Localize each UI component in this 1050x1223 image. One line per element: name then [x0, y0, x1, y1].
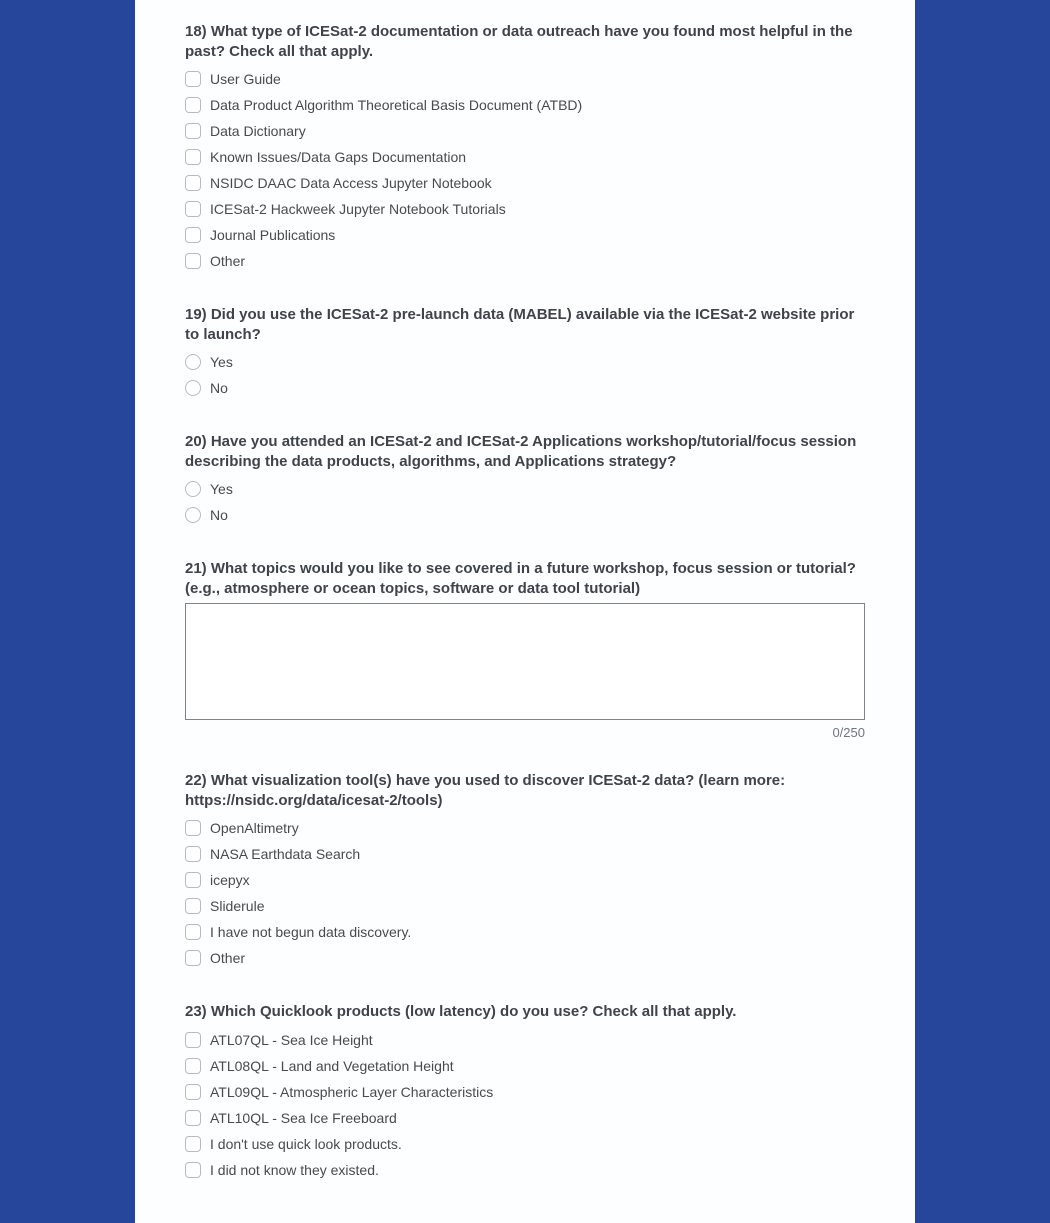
option-label[interactable]: ATL07QL - Sea Ice Height: [210, 1031, 373, 1048]
option-label[interactable]: icepyx: [210, 872, 250, 888]
checkbox-option[interactable]: [185, 222, 865, 248]
checkbox[interactable]: [185, 149, 201, 165]
option-label[interactable]: I did not know they existed.: [210, 1161, 379, 1178]
checkbox-option[interactable]: [185, 1131, 865, 1157]
option-label[interactable]: ATL09QL - Atmospheric Layer Characteristics: [210, 1083, 494, 1100]
checkbox[interactable]: [185, 872, 201, 888]
checkbox[interactable]: [185, 201, 201, 217]
checkbox[interactable]: [185, 1084, 201, 1100]
radio-button[interactable]: [185, 354, 201, 370]
survey-card: [135, 0, 915, 1223]
option-label[interactable]: NSIDC DAAC Data Access Jupyter Notebook: [210, 175, 492, 191]
checkbox-option[interactable]: [185, 118, 865, 144]
radio-option[interactable]: [185, 476, 865, 502]
radio-option[interactable]: [185, 375, 865, 401]
option-label[interactable]: User Guide: [210, 71, 281, 87]
checkbox[interactable]: [185, 123, 201, 139]
checkbox-option[interactable]: [185, 867, 865, 893]
radio-option[interactable]: [185, 502, 865, 528]
checkbox[interactable]: [185, 97, 201, 113]
checkbox-option[interactable]: [185, 1053, 865, 1079]
option-label[interactable]: Other: [210, 950, 246, 966]
option-label[interactable]: NASA Earthdata Search: [210, 846, 361, 862]
checkbox-option[interactable]: [185, 1105, 865, 1131]
checkbox-option[interactable]: [185, 92, 865, 118]
question-title: 23) Which Quicklook products (low latency) do you use? Check all that apply.: [185, 1003, 737, 1020]
checkbox[interactable]: [185, 1058, 201, 1074]
option-label[interactable]: ICESat-2 Hackweek Jupyter Notebook Tutorials: [210, 201, 506, 217]
checkbox-option[interactable]: [185, 170, 865, 196]
checkbox-option[interactable]: [185, 1079, 865, 1105]
question-title: 20) Have you attended an ICESat-2 and ICESat-2 Applications workshop/tutorial/focus session describing the data products, algorithms, and Applications strategy?: [185, 433, 857, 470]
question-title: 19) Did you use the ICESat-2 pre-launch data (MABEL) available via the ICESat-2 website prior to launch?: [185, 306, 855, 343]
question-title: 21) What topics would you like to see covered in a future workshop, focus session or tutorial? (e.g., atmosphere or ocean topics, software or data tool tutorial): [185, 560, 856, 597]
checkbox[interactable]: [185, 71, 201, 87]
question-title: 22) What visualization tool(s) have you used to discover ICESat-2 data? (learn more: https://nsidc.org/data/icesat-2/tools): [185, 772, 786, 809]
question-21: [185, 559, 865, 740]
checkbox[interactable]: [185, 227, 201, 243]
option-label[interactable]: ATL08QL - Land and Vegetation Height: [210, 1057, 454, 1074]
checkbox[interactable]: [185, 846, 201, 862]
option-label[interactable]: Yes: [210, 481, 233, 497]
radio-button[interactable]: [185, 507, 201, 523]
checkbox[interactable]: [185, 820, 201, 836]
checkbox[interactable]: [185, 950, 201, 966]
option-label[interactable]: Yes: [210, 354, 233, 370]
checkbox-option[interactable]: [185, 1157, 865, 1183]
checkbox[interactable]: [185, 924, 201, 940]
checkbox-option[interactable]: [185, 919, 865, 945]
answer-textarea[interactable]: [185, 603, 865, 720]
option-label[interactable]: Data Dictionary: [210, 123, 306, 139]
option-label[interactable]: Journal Publications: [210, 227, 336, 243]
radio-option[interactable]: [185, 349, 865, 375]
option-label[interactable]: No: [210, 507, 228, 523]
option-label[interactable]: I have not begun data discovery.: [210, 924, 412, 940]
option-label[interactable]: OpenAltimetry: [210, 820, 299, 836]
checkbox[interactable]: [185, 1110, 201, 1126]
question-22: [185, 771, 865, 971]
checkbox-option[interactable]: [185, 144, 865, 170]
question-20: [185, 432, 865, 528]
checkbox-option[interactable]: [185, 893, 865, 919]
checkbox-option[interactable]: [185, 196, 865, 222]
radio-button[interactable]: [185, 380, 201, 396]
option-label[interactable]: Data Product Algorithm Theoretical Basis Document (ATBD): [210, 97, 583, 113]
checkbox-option[interactable]: [185, 841, 865, 867]
option-label[interactable]: Known Issues/Data Gaps Documentation: [210, 149, 467, 165]
question-18: [185, 22, 865, 274]
option-label[interactable]: Sliderule: [210, 898, 265, 914]
char-counter: 0/250: [832, 725, 865, 740]
checkbox[interactable]: [185, 175, 201, 191]
option-label[interactable]: Other: [210, 253, 246, 269]
option-label[interactable]: ATL10QL - Sea Ice Freeboard: [210, 1109, 397, 1126]
checkbox[interactable]: [185, 1136, 201, 1152]
option-label[interactable]: No: [210, 380, 228, 396]
checkbox-option[interactable]: [185, 1027, 865, 1053]
question-title: 18) What type of ICESat-2 documentation or data outreach have you found most helpful in the past? Check all that apply.: [185, 23, 853, 60]
question-23: [185, 1002, 865, 1183]
radio-button[interactable]: [185, 481, 201, 497]
checkbox-option[interactable]: [185, 248, 865, 274]
checkbox-option[interactable]: [185, 945, 865, 971]
checkbox-option[interactable]: [185, 815, 865, 841]
checkbox[interactable]: [185, 898, 201, 914]
checkbox[interactable]: [185, 1162, 201, 1178]
question-19: [185, 305, 865, 401]
checkbox[interactable]: [185, 1032, 201, 1048]
checkbox-option[interactable]: [185, 66, 865, 92]
checkbox[interactable]: [185, 253, 201, 269]
option-label[interactable]: I don't use quick look products.: [210, 1135, 402, 1152]
